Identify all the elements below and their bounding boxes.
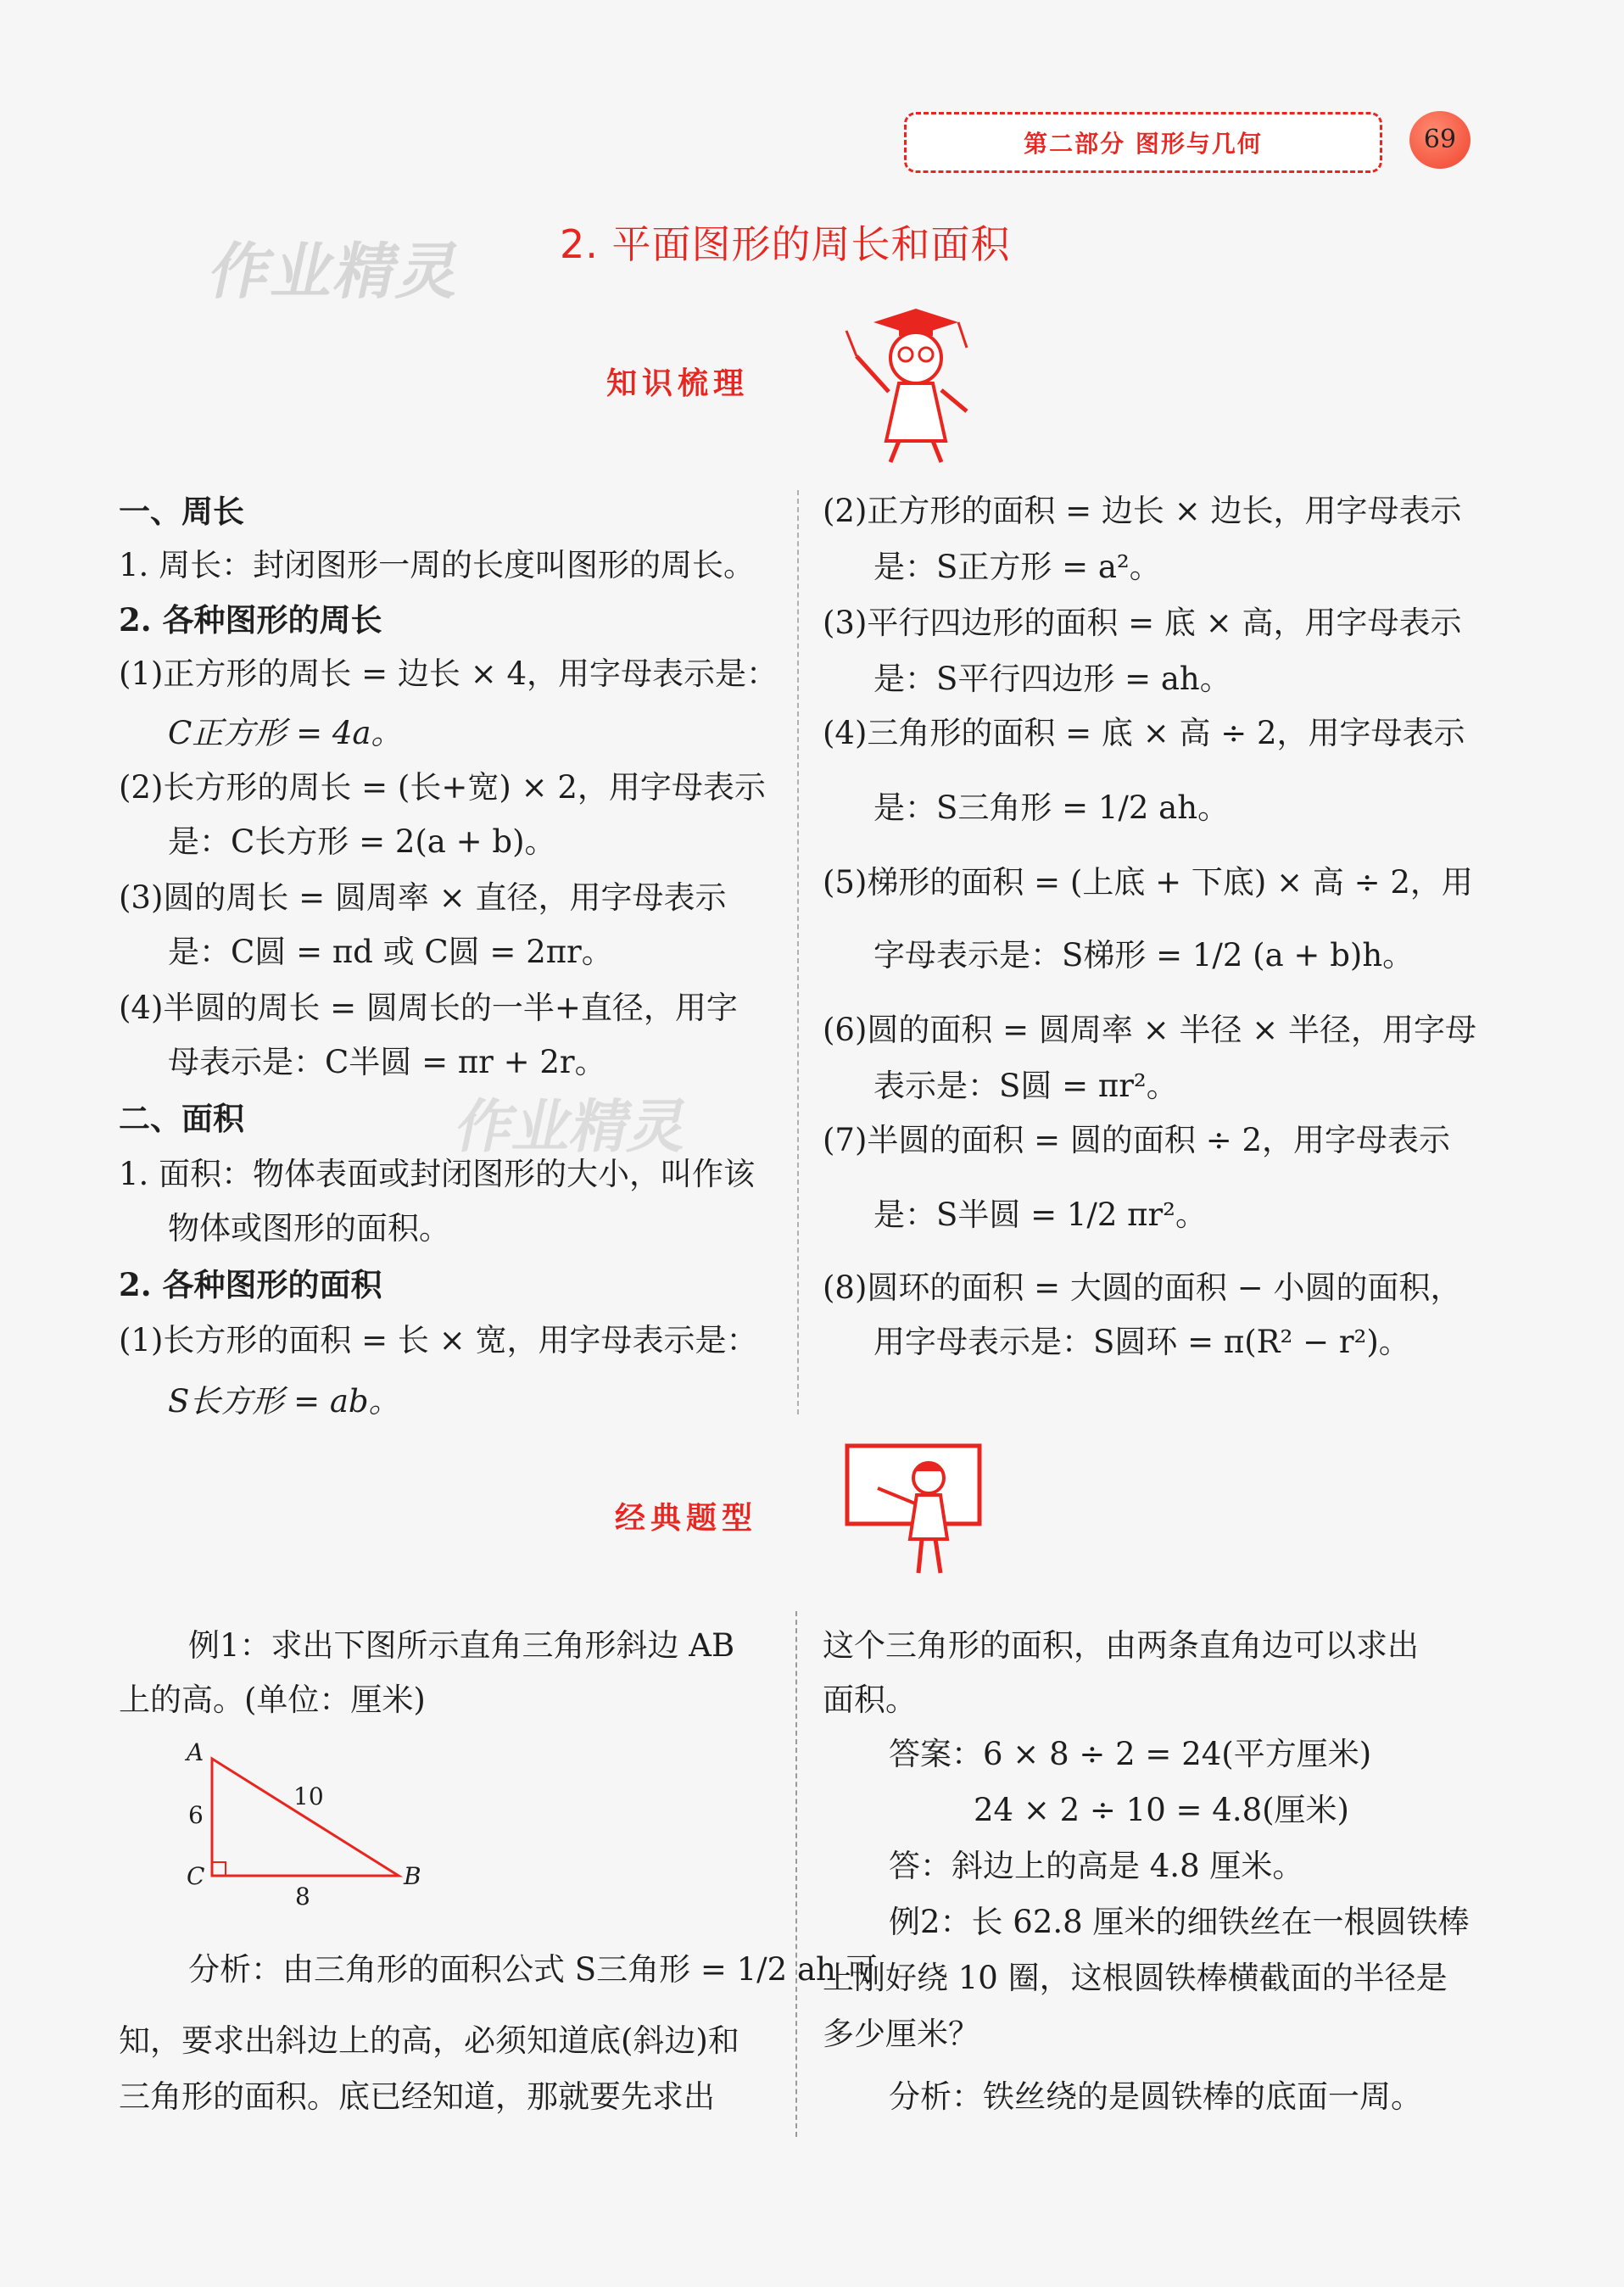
analysis-line: 面积。 — [823, 1682, 917, 1718]
example-2-line: 上刚好绕 10 圈，这根圆铁棒横截面的半径是 — [823, 1960, 1448, 1996]
list-item: (8)圆环的面积 = 大圆的面积 − 小圆的面积， — [823, 1269, 1462, 1306]
list-item: 母表示是：C半圆 = πr + 2r。 — [168, 1044, 606, 1080]
list-item: 是：S三角形 = 1/2 ah。 — [873, 789, 1230, 826]
side-label-ab: 10 — [293, 1782, 324, 1810]
vertex-label-b: B — [404, 1862, 421, 1890]
list-item: 是：S平行四边形 = ah。 — [873, 661, 1231, 697]
analysis-line: 分析：由三角形的面积公式 S三角形 = 1/2 ah 可 — [188, 1951, 878, 1988]
analysis-line: 分析：铁丝绕的是圆铁棒的底面一周。 — [889, 2078, 1422, 2115]
example-2-line: 多少厘米？ — [823, 2016, 979, 2052]
page-title: 2. 平面图形的周长和面积 — [560, 221, 1011, 267]
list-item: 是：S正方形 = a²。 — [873, 549, 1161, 585]
vertex-label-c: C — [187, 1862, 205, 1890]
list-item: 2. 各种图形的周长 — [119, 601, 382, 639]
list-item: 用字母表示是：S圆环 = π(R² − r²)。 — [873, 1324, 1410, 1360]
list-item: (1)正方形的周长 = 边长 × 4，用字母表示是： — [119, 655, 778, 692]
list-item: (5)梯形的面积 = (上底 + 下底) × 高 ÷ 2，用 — [823, 864, 1473, 901]
section-banner — [904, 112, 1382, 173]
list-item: (3)平行四边形的面积 = 底 × 高，用字母表示 — [823, 605, 1462, 641]
right-triangle-figure — [178, 1738, 433, 1908]
vertex-label-a: A — [187, 1738, 204, 1766]
list-item: 是：C圆 = πd 或 C圆 = 2πr。 — [168, 934, 613, 970]
example-2-line: 例2：长 62.8 厘米的细铁丝在一根圆铁棒 — [889, 1904, 1470, 1940]
list-item: 是：S半圆 = 1/2 πr²。 — [873, 1196, 1208, 1233]
side-label-cb: 8 — [295, 1883, 310, 1908]
answer-line: 24 × 2 ÷ 10 = 4.8(厘米) — [974, 1792, 1349, 1828]
list-item: 1. 周长：封闭图形一周的长度叫图形的周长。 — [119, 547, 756, 583]
list-item: 表示是：S圆 = πr²。 — [873, 1068, 1178, 1104]
column-divider — [797, 490, 799, 1414]
list-item: (2)长方形的周长 = (长+宽) × 2，用字母表示 — [119, 769, 766, 806]
list-item: (7)半圆的面积 = 圆的面积 ÷ 2，用字母表示 — [823, 1122, 1450, 1158]
watermark-logo-2: 作业精灵 — [449, 1094, 695, 1161]
classic-heading: 经典题型 — [615, 1501, 758, 1536]
student-blackboard-illustration — [844, 1437, 988, 1590]
list-item: 物体或图形的面积。 — [168, 1210, 450, 1247]
teacher-illustration — [840, 297, 992, 466]
analysis-line: 知，要求出斜边上的高，必须知道底(斜边)和 — [119, 2022, 739, 2059]
list-item: 1. 面积：物体表面或封闭图形的大小，叫作该 — [119, 1156, 756, 1192]
answer-line: 答：斜边上的高是 4.8 厘米。 — [889, 1848, 1304, 1884]
list-item: C正方形 = 4a。 — [168, 715, 403, 751]
answer-line: 答案：6 × 8 ÷ 2 = 24(平方厘米) — [889, 1736, 1372, 1772]
list-item: (1)长方形的面积 = 长 × 宽，用字母表示是： — [119, 1322, 758, 1358]
section-label: 第二部分 图形与几何 — [1024, 130, 1263, 158]
analysis-line: 三角形的面积。底已经知道，那就要先求出 — [119, 2078, 715, 2115]
list-item: S长方形 = ab。 — [168, 1383, 400, 1420]
knowledge-heading: 知识梳理 — [606, 366, 750, 401]
example-1-line: 上的高。(单位：厘米) — [119, 1682, 426, 1718]
list-item: 2. 各种图形的面积 — [119, 1266, 382, 1303]
side-label-ac: 6 — [188, 1801, 204, 1829]
list-item: (6)圆的面积 = 圆周率 × 半径 × 半径，用字母 — [823, 1012, 1476, 1048]
watermark-logo: 作业精灵 — [203, 236, 470, 307]
page-number: 69 — [1423, 125, 1457, 154]
list-item: 是：C长方形 = 2(a + b)。 — [168, 823, 556, 860]
list-item: 字母表示是：S梯形 = 1/2 (a + b)h。 — [873, 937, 1415, 973]
analysis-line: 这个三角形的面积，由两条直角边可以求出 — [823, 1627, 1419, 1664]
column-divider-2 — [795, 1611, 797, 2137]
page-number-badge — [1409, 111, 1471, 169]
list-item: (2)正方形的面积 = 边长 × 边长，用字母表示 — [823, 493, 1462, 529]
example-1-title: 例1：求出下图所示直角三角形斜边 AB — [188, 1627, 735, 1664]
list-item: 一、周长 — [119, 493, 244, 530]
list-item: (3)圆的周长 = 圆周率 × 直径，用字母表示 — [119, 879, 727, 916]
list-item: (4)三角形的面积 = 底 × 高 ÷ 2，用字母表示 — [823, 715, 1465, 751]
list-item: (4)半圆的周长 = 圆周长的一半+直径，用字 — [119, 990, 738, 1026]
list-item: 二、面积 — [119, 1100, 244, 1137]
